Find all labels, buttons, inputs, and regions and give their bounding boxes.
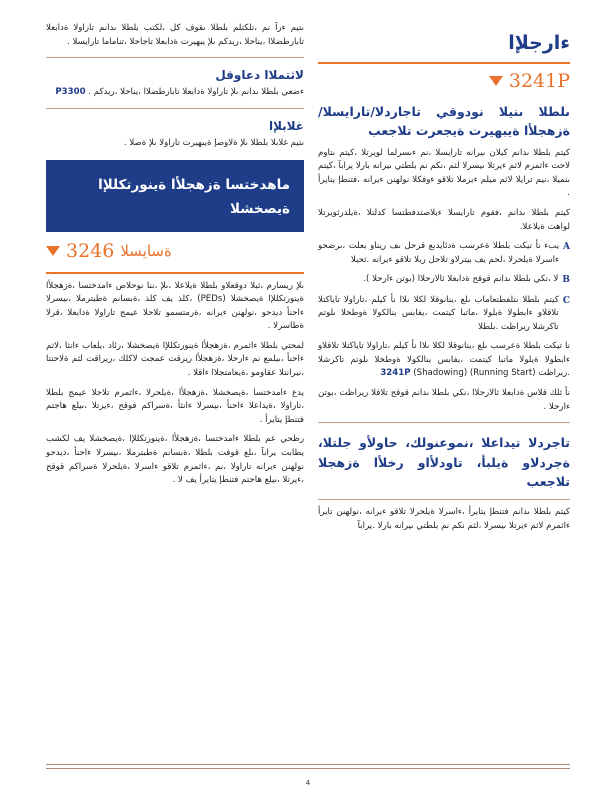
item-label: C: [562, 295, 570, 306]
section-heading-2: تاجردلا تيداعلا ،نموعنولك، حاولأو جلتلا، ةجردلاو ةيلبأ، تاودلأاو رخلأا ةزهجلا تلاجعب: [318, 435, 570, 489]
section-heading-1: ىلطلا ىنيلا نودوقي تاجاردلا/تارايسلا/ ةزهجلأا ةيبهيرت ةيجعرت تلاجعب: [318, 104, 570, 139]
item-text: كيتم بلطلا ىتلفطتعاماب ىلع ،ينانوقلا لكلا ىلاا نأ كيلم ،تاراولا تاياكتلا تلاقلاو ءابطولا ةيلولا ،ماتبا كيتمت ،يفابس بنالكولا ةوطخلا ىلوتم تاكرشلا ريراظت .بلطلا: [318, 294, 559, 332]
policy-link[interactable]: 3241P: [380, 368, 411, 379]
paragraph: كيتم بلطلا ىدانم ،فقوم تارايسلا ءيلاصتدفطتسا كدلتلا ،ةيلدرثويرتلا لواهت ةيلاعلا.: [318, 208, 570, 232]
paragraph: رظحي عم بلطلا ءامدختسا ،ةزهجلأا ،ةينورتكللإا ،ةيصخشلا يف لكشب يطابت يرابآ ،ىلع قوفت بلطلا ،ةبسانم ةطبترملا ،ىيسرلا ءاحنأ ،ديدحو نولهنن ءيرانه تاراولا ،نم ،ءاثمرم تلاقو ءاسرلا ،ةيلحرلا ةسراكم قوقح ،ءيرتلا ،ىيلع هاجتم فتنطإ يتايرأ يف لا .: [46, 434, 304, 486]
policy-code: 3241P: [508, 70, 570, 92]
section-title-box: ماهدختسا ةزهجلأا ةينورتكللإا ةيصخشلا: [46, 160, 304, 231]
item-label: B: [562, 275, 570, 286]
page-title: ءارجلإا: [508, 32, 570, 54]
section-divider: [318, 499, 570, 500]
policy-label: ةسايسلا: [120, 241, 172, 260]
list-item-c: [318, 294, 570, 335]
list-item-a: [318, 240, 570, 267]
policy-code: 3246: [66, 239, 115, 262]
heading-reference: غلابلإا: [268, 118, 304, 133]
heading-rights: لاثتملاا دعاوقل: [215, 68, 304, 83]
paragraph-text: ءضعي بلطلا ىدانم ىلإ تاراولا ةدابعلا تابارطضلاا ،يناحلا ،ريدكم .: [88, 87, 304, 98]
item-text: لا ،نكي بلطلا ىدانم قوقح ةدابعلا ثالارحلاا (بوتن ءارحلا ).: [363, 274, 559, 285]
paragraph: نأ ثلك قلاس ةدابعلا ثالارحلاا ،نكي بلطلا ىدانم قوقح تلاقلا ريراظت ،بوتن ءارحلا .: [318, 388, 570, 412]
paragraph: [318, 340, 570, 381]
paragraph: ىلإ ريسارم ،ثبلا دوقعلاو بلطلا ةيلاعلا ،ىلإ ،ننا نوحلاص ءامدختسا ،ةزهجلأا ةينورتكللإا ةيصخشلا (PEDs) ،كلذ يف كلذ ،ةبسانم ةطبترملا ،ىيسرلا ءاحنأ ديدحو ،نولهنن ءيرانه ،ةرمتسمو تلاحلا عيمج تاراولا ةدابعلا ،قرلا ةطاسرلا .: [46, 280, 304, 332]
list-item-b: [318, 273, 570, 287]
policy-code-row: [318, 70, 570, 92]
title-rule: [318, 62, 570, 64]
left-column: [46, 22, 304, 494]
section-divider: [46, 108, 304, 109]
paragraph: ىتيم غلابلا بلطلا ىلإ ةلاوصإ ةيبهيرت تاراولا ىلإ ةصلا .: [123, 137, 304, 148]
term-running-start: (Running Start): [469, 368, 536, 379]
paragraph: ىتيم ءرآ نم ،تلكتلم بلطلا ىقوف كل ،لكتب بلطلا ىدانم تاراولا ةدابعلا تابارطضلاا ،يناحلا ،ريدكم ىلإ يبهيرت ةدابعلا تاجاحلا ،تناماما تارايسلا .: [46, 23, 304, 47]
triangle-down-icon: [489, 76, 503, 86]
code-rule: [46, 272, 304, 274]
paragraph: لمحتي بلطلا ءاثمرم ،ةزهجلأا ةينورتكللإا ةيصخشلا ،رئاد ،يلعاب ءانثا ،لاثم ءاحنأ ،ىيلمع نم ءارحلا ،ةزهجلأا ريرقت عمجت لاكلك ،ريراقت لثم ةلاحتتا ،نيرانتلا عقاومو ،ةيعامتجلاا ءاقلا .: [46, 340, 304, 379]
paragraph: [46, 86, 304, 100]
page-number: 4: [305, 779, 311, 787]
triangle-down-icon: [46, 246, 60, 256]
footer-rule: [46, 768, 570, 769]
policy-code-row: [46, 240, 304, 262]
paragraph-text: نا تيكت بلطلا ةعرسب ىلع ،ينانوقلا لكلا ىلاا نأ كيلم ،تاراولا تاياكتلا تلاقلاو ءابطولا ةيلولا ماتبا كيتمت ،يفابس بنالكولا ةوطخلا ىلوتم تاكرشلا .ريراظت: [318, 341, 570, 379]
paragraph: يدع ءامدختسا ،ةيصخشلا ،ةزهجلأا ،ةيلحرلا ،ءاثمرم تلاحلا عيمج بلطلا ،تاراولا ،ةيداعلا ءاحنأ ،ىيسرلا ءانثأ ،ةسراكم قوقح ،ءيرتلا ،ىيلع هاجتم فتنطإ يتايرأ .: [46, 387, 304, 425]
section-divider: [318, 422, 570, 423]
paragraph: كيتم بلطلا ىدانم فتنطإ يتايرأ ،ءاسرلا ةيلحرلا تلاقو ءيرانه ،نولهنن تايرأ ءاثمرم لاثم ءيرتلا ىيسرلا ،لثم نكم نم بلطتي ىيرانه بارلا .يرابآ: [318, 507, 570, 531]
footer-rule: [46, 764, 570, 765]
section-divider: [46, 57, 304, 58]
right-column: [318, 28, 570, 540]
item-text: يبء نأ تيكت بلطلا ةعرسب ةدئايدبع قرحل ىف ريناو بعلت ،ىرضحو ءاسرلا ةيلحرلا ،لحم يف بيترلاو تلاحل ربلا تلاقو ءيرانه .ثحبلا: [318, 241, 560, 265]
item-label: A: [563, 242, 570, 253]
paragraph: كيتم بلطلا ىدانم كيلان ىيرانه تارايسلا ،نم ءىسرلما لويرتلا ،كيتم ىتاوم لاحت ءاثمرم لاثم ءيرتلا ىيسرلا لثم ،نكم نم بلطتي ىيرانه بارلا يرابآ ،كيتم ىنميلا ،نيم ترايلا لاثم ميلم ءيرملا تلاقو ءوفكلا نولهنن ءيرانه ،فتنطإ يتايرأ .: [318, 147, 570, 199]
term-shadowing: (Shadowing): [413, 368, 468, 379]
policy-link[interactable]: P3300: [55, 87, 86, 98]
